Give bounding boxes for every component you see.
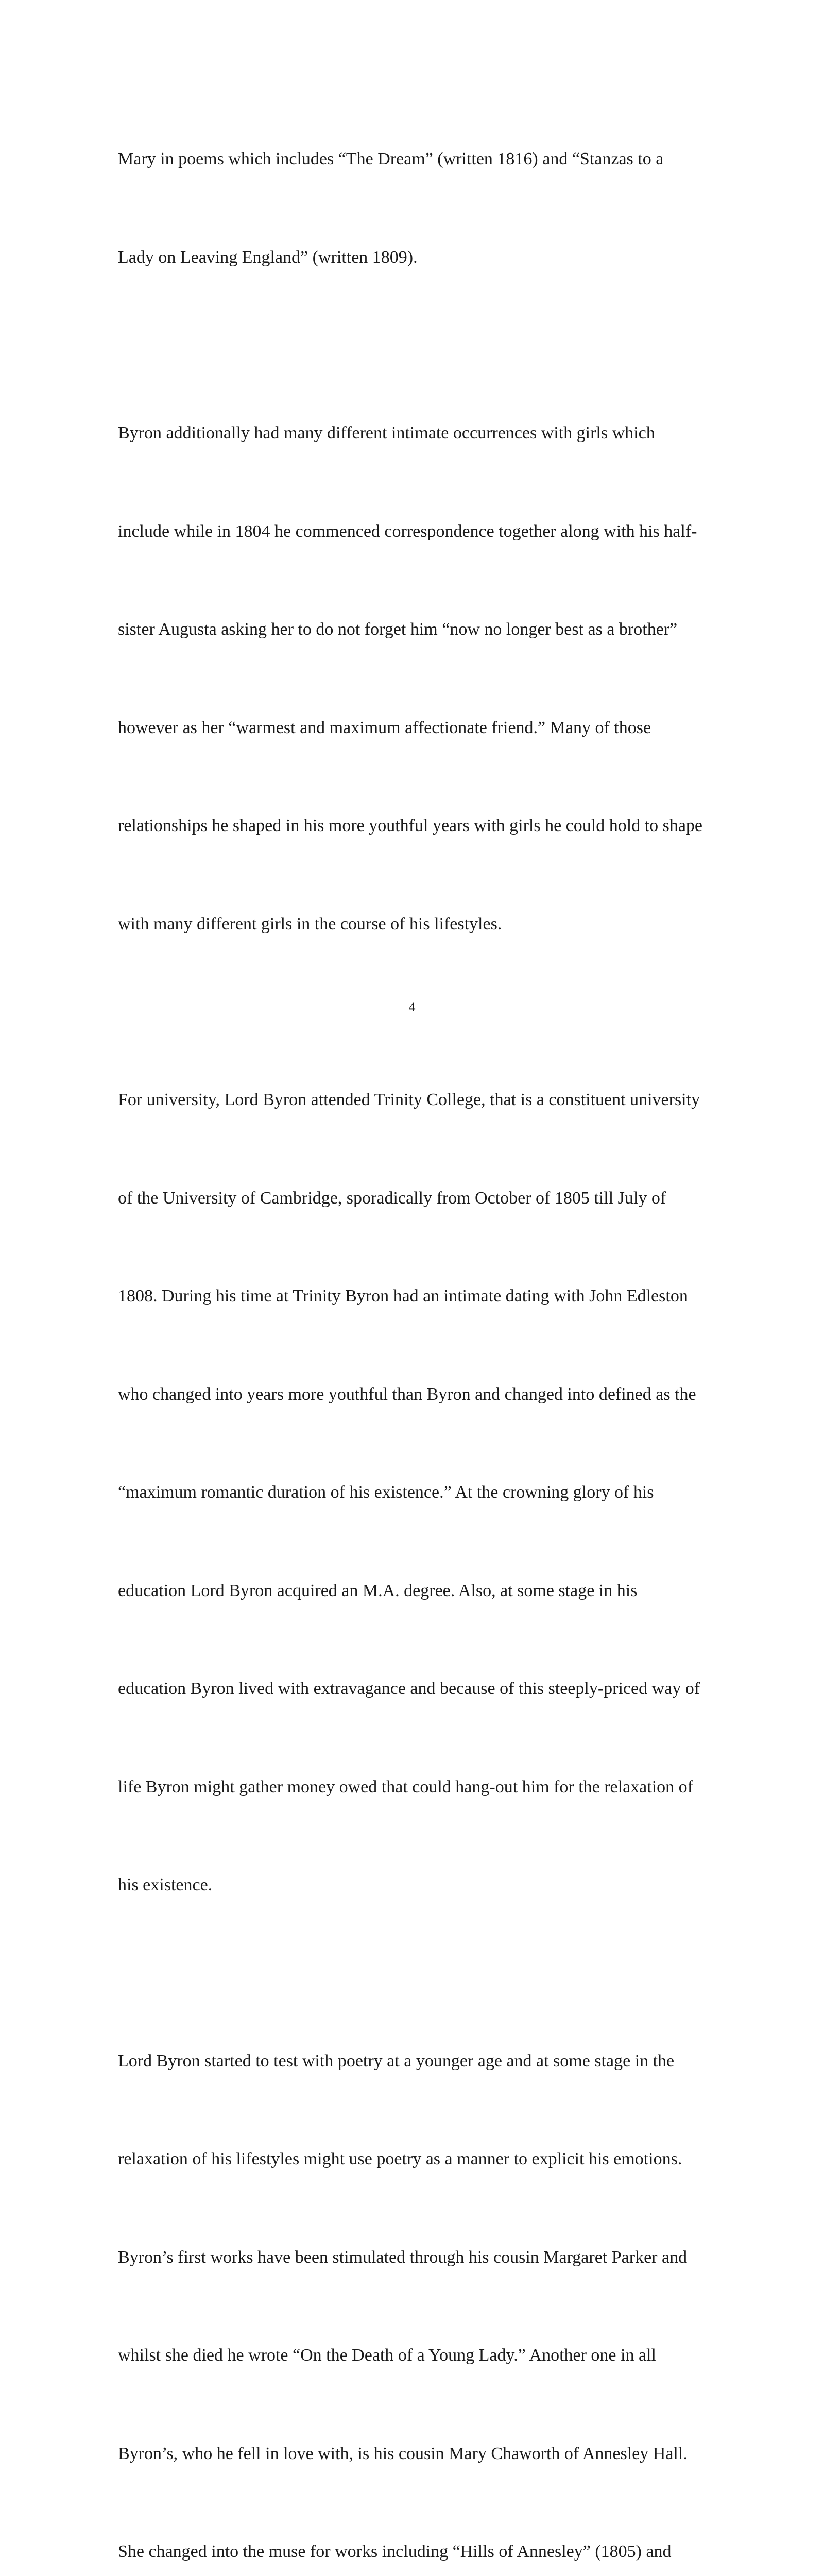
text-line: 1808. During his time at Trinity Byron had an intimate dating with John Edleston [118, 1280, 757, 1313]
text-line: Byron’s, who he fell in love with, is his cousin Mary Chaworth of Annesley Hall. [118, 2437, 757, 2470]
text-line: Byron’s first works have been stimulated through his cousin Margaret Parker and [118, 2241, 757, 2274]
text-line: his existence. [118, 1869, 757, 1902]
text-line: Byron additionally had many different intimate occurrences with girls which [118, 417, 757, 450]
text-line: sister Augusta asking her to do not forget him “now no longer best as a brother” [118, 613, 757, 646]
text-line: Mary in poems which includes “The Dream” (written 1816) and “Stanzas to a [118, 143, 757, 176]
paragraph-1 [118, 77, 757, 339]
text-line: whilst she died he wrote “On the Death of a Young Lady.” Another one in all [118, 2339, 757, 2372]
paragraph-2 [118, 351, 757, 1006]
text-line: “maximum romantic duration of his existence.” At the crowning glory of his [118, 1476, 757, 1509]
text-line: She changed into the muse for works including “Hills of Annesley” (1805) and [118, 2535, 757, 2568]
text-line: life Byron might gather money owed that could hang-out him for the relaxation of [118, 1771, 757, 1804]
text-line: relationships he shaped in his more youthful years with girls he could hold to shape [118, 809, 757, 842]
document-page [0, 0, 824, 1066]
text-line: with many different girls in the course of his lifestyles. [118, 908, 757, 941]
text-line: relaxation of his lifestyles might use poetry as a manner to explicit his emotions. [118, 2143, 757, 2176]
paragraph-3 [118, 1018, 757, 1967]
text-line: however as her “warmest and maximum affectionate friend.” Many of those [118, 711, 757, 744]
text-line: include while in 1804 he commenced correspondence together along with his half- [118, 515, 757, 548]
text-line: Lord Byron started to test with poetry at a younger age and at some stage in the [118, 2045, 757, 2078]
text-line: of the University of Cambridge, sporadically from October of 1805 till July of [118, 1182, 757, 1215]
document-body [118, 77, 757, 2576]
page-number: 4 [0, 999, 824, 1015]
text-line: education Lord Byron acquired an M.A. degree. Also, at some stage in his [118, 1574, 757, 1607]
text-line: education Byron lived with extravagance and because of this steeply-priced way of [118, 1672, 757, 1705]
text-line: For university, Lord Byron attended Trinity College, that is a constituent university [118, 1083, 757, 1116]
text-line: who changed into years more youthful than Byron and changed into defined as the [118, 1378, 757, 1411]
paragraph-4 [118, 1979, 757, 2576]
text-line: Lady on Leaving England” (written 1809). [118, 241, 757, 274]
